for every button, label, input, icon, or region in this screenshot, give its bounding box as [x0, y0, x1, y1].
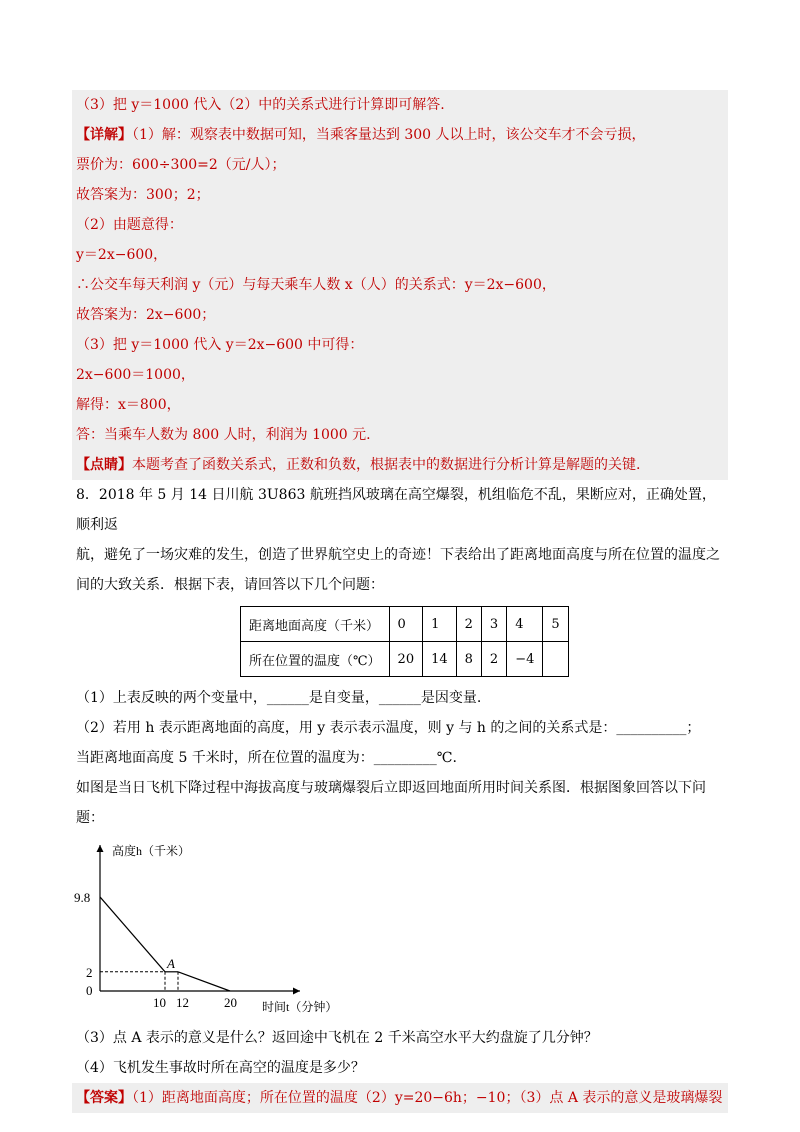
question-line: （3）点 A 表示的意义是什么？返回途中飞机在 2 千米高空水平大约盘旋了几分钟？ — [76, 1030, 598, 1046]
question-line: （1）上表反映的两个变量中，______是自变量，______是因变量. — [76, 690, 482, 706]
question-line: （2）若用 h 表示距离地面的高度，用 y 表示表示温度，则 y 与 h 的之间的关系式是：__________； — [76, 720, 701, 736]
solution-line: 票价为：600÷300=2（元/人）； — [76, 157, 286, 173]
solution-line: 答：当乘车人数为 800 人时，利润为 1000 元. — [76, 427, 371, 443]
solution-line: y＝2x−600， — [76, 247, 168, 263]
solution-line — [72, 120, 728, 150]
chart-marks — [100, 897, 230, 991]
answer-tag: 【答案】 — [76, 1090, 132, 1106]
table-cell: 2 — [481, 642, 506, 677]
sub-questions-2 — [72, 1023, 728, 1083]
table-cell: 8 — [456, 642, 481, 677]
solution-line: 解得：x＝800， — [76, 397, 181, 413]
question-line: 当距离地面高度 5 千米时，所在位置的温度为：_________℃. — [76, 750, 457, 766]
detail-tag: 【详解】 — [76, 127, 132, 143]
solution-line — [72, 450, 728, 480]
solution-line: 2x−600＝1000， — [76, 367, 195, 383]
table-cell: 4 — [507, 607, 543, 642]
table-cell: 20 — [389, 642, 423, 677]
question-line: 8．2018 年 5 月 14 日川航 3U863 航班挡风玻璃在高空爆裂，机组临危不乱，果断应对，正确处置，顺利返 — [76, 487, 716, 533]
y-axis-label: 高度h（千米） — [112, 844, 191, 858]
table-cell: 5 — [543, 607, 568, 642]
table-head-cell: 距离地面高度（千米） — [241, 607, 390, 642]
series-segment — [100, 897, 165, 972]
solution-line: （2）由题意得： — [76, 217, 183, 233]
table-row — [241, 607, 569, 642]
solution-line: ∴公交车每天利润 y（元）与每天乘车人数 x（人）的关系式：y＝2x−600， — [76, 277, 556, 293]
question-line: 间的大致关系．根据下表，请回答以下几个问题： — [76, 577, 384, 593]
x-tick-label: 10 — [153, 995, 166, 1010]
origin-label: 0 — [86, 983, 93, 998]
height-time-chart — [72, 833, 728, 1023]
question-stem — [72, 480, 728, 600]
solution-line: 故答案为：300；2； — [76, 187, 210, 203]
table-cell: 14 — [423, 642, 457, 677]
solution-line: （3）把 y＝1000 代入 y＝2x−600 中可得： — [76, 337, 364, 353]
x-tick-label: 12 — [176, 995, 189, 1010]
solution-line: 故答案为：2x−600； — [76, 307, 216, 323]
point-a-label: A — [167, 955, 175, 971]
answer-line — [72, 1083, 728, 1113]
chart-svg — [72, 833, 372, 1023]
table-cell: 1 — [423, 607, 457, 642]
table-row — [241, 642, 569, 677]
table-head-cell: 所在位置的温度（℃） — [241, 642, 390, 677]
answer-text: （1）距离地面高度；所在位置的温度（2）y=20−6h；−10；（3）点 A 表示的意义是玻璃爆裂 — [132, 1090, 723, 1106]
table-cell: 3 — [481, 607, 506, 642]
comment-text: 本题考查了函数关系式，正数和负数，根据表中的数据进行分析计算是解题的关键. — [132, 457, 641, 473]
page — [72, 90, 728, 1113]
x-tick-label: 20 — [224, 995, 237, 1010]
solution-block — [72, 90, 728, 480]
question-line: （4）飞机发生事故时所在高空的温度是多少？ — [76, 1060, 365, 1076]
series-segment — [178, 972, 230, 991]
y-tick-label: 2 — [86, 964, 93, 980]
question-line: 航，避免了一场灾难的发生，创造了世界航空史上的奇迹！下表给出了距离地面高度与所在位置的温度之 — [76, 547, 720, 563]
question-line: 如图是当日飞机下降过程中海拔高度与玻璃爆裂后立即返回地面所用时间关系图．根据图象回答以下问题： — [76, 780, 706, 826]
data-table — [240, 606, 569, 677]
table-cell — [543, 642, 568, 677]
x-axis-label: 时间t（分钟） — [262, 1000, 338, 1014]
table-cell: 0 — [389, 607, 423, 642]
table-cell: 2 — [456, 607, 481, 642]
solution-line: （3）把 y＝1000 代入（2）中的关系式进行计算即可解答. — [76, 97, 445, 113]
y-tick-label: 9.8 — [74, 889, 91, 905]
comment-tag: 【点睛】 — [76, 457, 132, 473]
detail-text: （1）解：观察表中数据可知，当乘客量达到 300 人以上时，该公交车才不会亏损， — [132, 127, 646, 143]
sub-questions — [72, 683, 728, 833]
table-cell: −4 — [507, 642, 543, 677]
